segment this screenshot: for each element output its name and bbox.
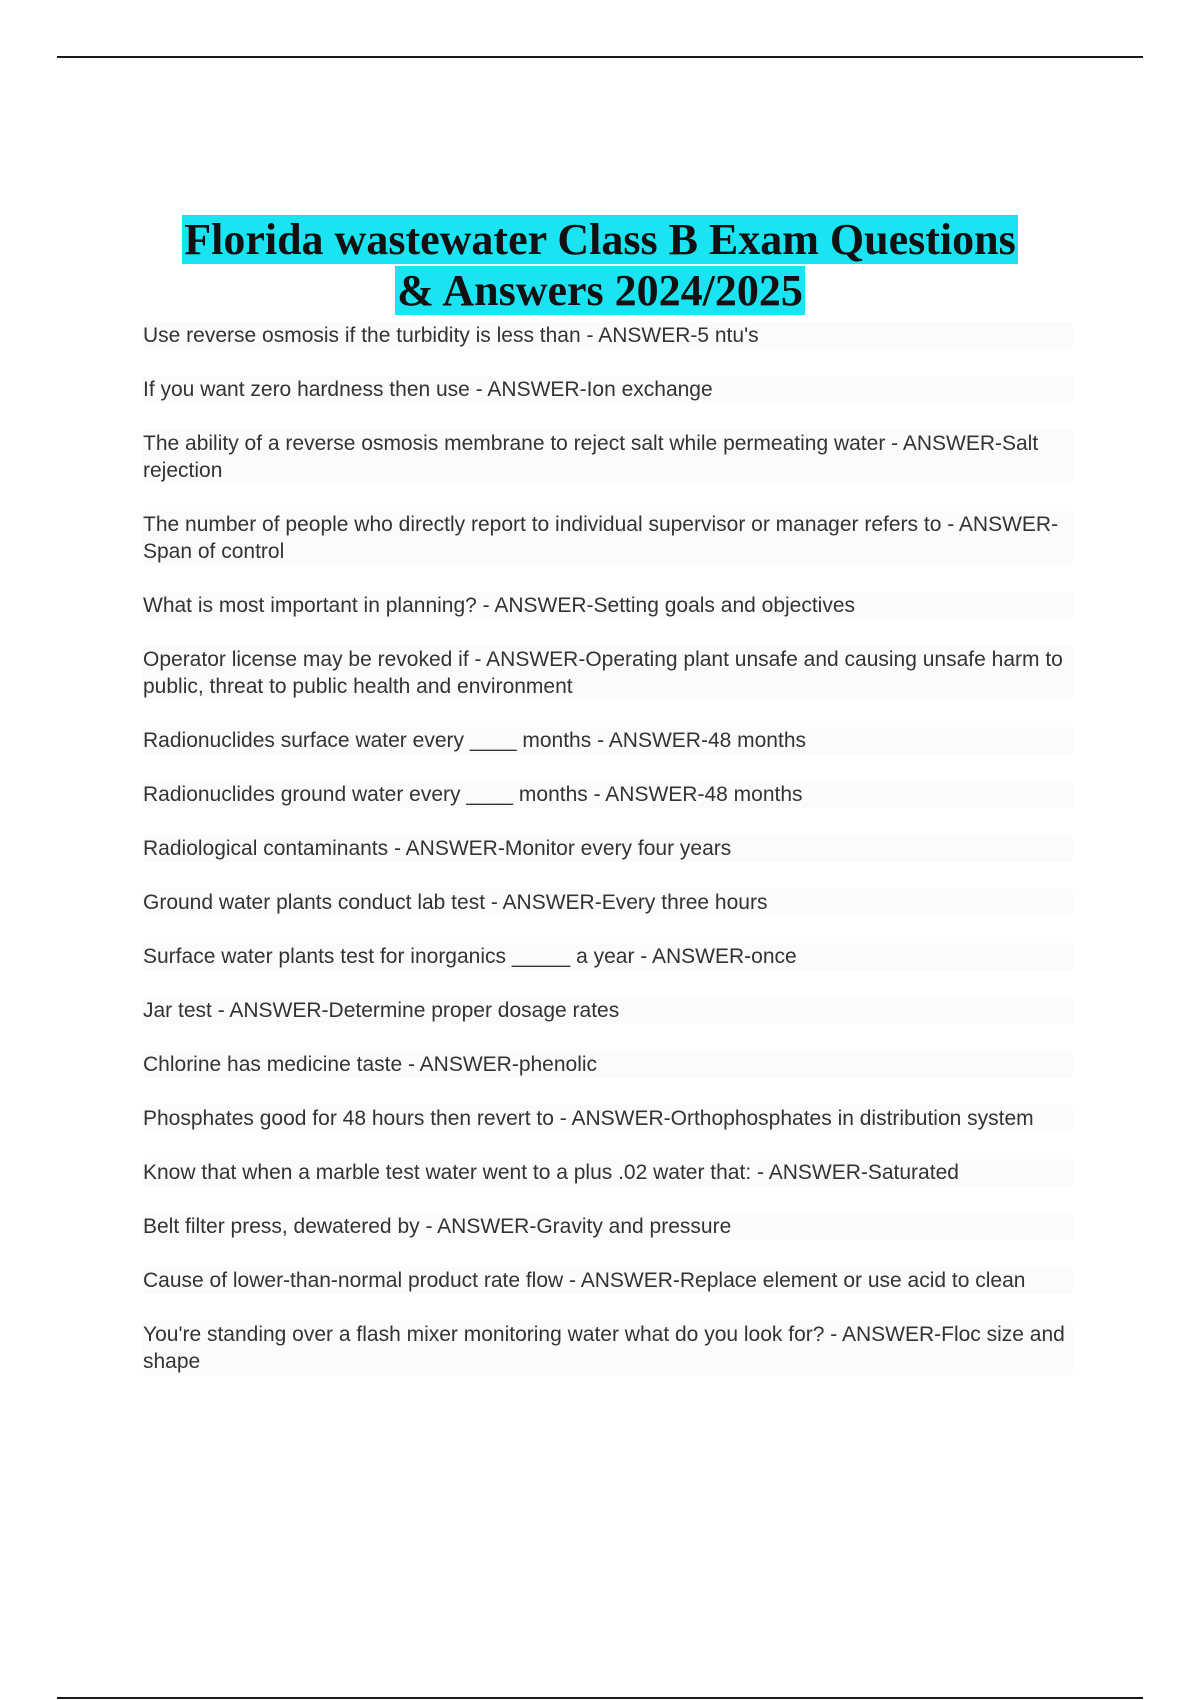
answer-marker: ANSWER- <box>768 1161 868 1184</box>
answer-marker: ANSWER- <box>598 324 698 347</box>
answer-marker: ANSWER- <box>608 729 708 752</box>
answer-marker: ANSWER- <box>605 783 705 806</box>
qa-item: If you want zero hardness then use - ANSWER-Ion exchange <box>143 376 1073 403</box>
qa-item: Radionuclides ground water every ____ months - ANSWER-48 months <box>143 781 1073 808</box>
answer-text: 5 ntu's <box>697 324 759 347</box>
qa-item: The ability of a reverse osmosis membrane to reject salt while permeating water - ANSWER-Salt rejection <box>143 430 1073 484</box>
answer-marker: ANSWER- <box>486 648 586 671</box>
answer-text: Monitor every four years <box>504 837 732 860</box>
answer-text: 48 months <box>704 783 803 806</box>
question-text: Radionuclides ground water every ____ months <box>143 783 588 806</box>
answer-text: Every three hours <box>601 891 768 914</box>
answer-marker: ANSWER- <box>841 1323 942 1346</box>
answer-text: Operating plant unsafe and causing unsafe harm to public, threat to public health and environment <box>143 648 1063 698</box>
qa-item: Cause of lower-than-normal product rate flow - ANSWER-Replace element or use acid to clean <box>143 1267 1073 1294</box>
answer-marker: ANSWER- <box>229 999 329 1022</box>
qa-item: What is most important in planning? - ANSWER-Setting goals and objectives <box>143 592 1073 619</box>
answer-text: Saturated <box>867 1161 959 1184</box>
answer-text: Salt rejection <box>143 432 1039 482</box>
answer-text: Gravity and pressure <box>536 1215 732 1238</box>
question-text: Radionuclides surface water every ____ months <box>143 729 592 752</box>
page-title-line-1: Florida wastewater Class B Exam Questions <box>184 215 1016 264</box>
answer-marker: ANSWER- <box>571 1107 671 1130</box>
qa-item: Radiological contaminants - ANSWER-Monitor every four years <box>143 835 1073 862</box>
qa-item: Jar test - ANSWER-Determine proper dosage rates <box>143 997 1073 1024</box>
question-text: Know that when a marble test water went to a plus .02 water that: <box>143 1161 752 1184</box>
page-title <box>0 214 1200 316</box>
question-text: Phosphates good for 48 hours then revert to <box>143 1107 554 1130</box>
answer-marker: ANSWER- <box>902 432 1002 455</box>
answer-text: Replace element or use acid to clean <box>679 1269 1026 1292</box>
qa-item: Radionuclides surface water every ____ months - ANSWER-48 months <box>143 727 1073 754</box>
answer-marker: ANSWER- <box>580 1269 680 1292</box>
answer-text: Determine proper dosage rates <box>328 999 620 1022</box>
answer-text: Floc size and shape <box>143 1323 1065 1373</box>
answer-marker: ANSWER- <box>502 891 602 914</box>
qa-item: Surface water plants test for inorganics _____ a year - ANSWER-once <box>143 943 1073 970</box>
qa-item: Use reverse osmosis if the turbidity is less than - ANSWER-5 ntu's <box>143 322 1073 349</box>
qa-item: Chlorine has medicine taste - ANSWER-phenolic <box>143 1051 1073 1078</box>
qa-item: Belt filter press, dewatered by - ANSWER-Gravity and pressure <box>143 1213 1073 1240</box>
answer-marker: ANSWER- <box>494 594 594 617</box>
question-text: Radiological contaminants <box>143 837 389 860</box>
question-text: Ground water plants conduct lab test <box>143 891 486 914</box>
answer-text: Setting goals and objectives <box>593 594 856 617</box>
page-title-line-2: & Answers 2024/2025 <box>397 266 803 315</box>
answer-text: 48 months <box>707 729 806 752</box>
question-text: Use reverse osmosis if the turbidity is less than <box>143 324 581 347</box>
qa-item: Operator license may be revoked if - ANSWER-Operating plant unsafe and causing unsafe harm to public, threat to public health and environment <box>143 646 1073 700</box>
answer-marker: ANSWER- <box>437 1215 537 1238</box>
top-divider <box>57 56 1143 58</box>
answer-marker: ANSWER- <box>405 837 505 860</box>
answer-text: Orthophosphates in distribution system <box>670 1107 1034 1130</box>
answer-marker: ANSWER- <box>651 945 752 968</box>
qa-item: You're standing over a flash mixer monitoring water what do you look for? - ANSWER-Floc size and shape <box>143 1321 1073 1375</box>
question-text: What is most important in planning? <box>143 594 477 617</box>
answer-text: Ion exchange <box>586 378 713 401</box>
question-text: Belt filter press, dewatered by <box>143 1215 420 1238</box>
qa-list <box>143 322 1073 1402</box>
question-text: You're standing over a flash mixer monitoring water what do you look for? <box>143 1323 825 1346</box>
answer-text: once <box>751 945 797 968</box>
question-text: Jar test <box>143 999 212 1022</box>
qa-item: Phosphates good for 48 hours then revert to - ANSWER-Orthophosphates in distribution system <box>143 1105 1073 1132</box>
question-text: Surface water plants test for inorganics _____ a year <box>143 945 635 968</box>
question-text: If you want zero hardness then use <box>143 378 470 401</box>
qa-item: Ground water plants conduct lab test - ANSWER-Every three hours <box>143 889 1073 916</box>
answer-text: Span of control <box>143 540 285 563</box>
question-text: The number of people who directly report to individual supervisor or manager refers to <box>143 513 942 536</box>
question-text: The ability of a reverse osmosis membrane to reject salt while permeating water <box>143 432 886 455</box>
qa-item: The number of people who directly report to individual supervisor or manager refers to - ANSWER-Span of control <box>143 511 1073 565</box>
question-text: Cause of lower-than-normal product rate flow <box>143 1269 564 1292</box>
bottom-divider <box>57 1697 1143 1699</box>
qa-item: Know that when a marble test water went to a plus .02 water that: - ANSWER-Saturated <box>143 1159 1073 1186</box>
answer-text: phenolic <box>518 1053 598 1076</box>
answer-marker: ANSWER- <box>419 1053 519 1076</box>
answer-marker: ANSWER- <box>487 378 587 401</box>
answer-marker: ANSWER- <box>958 513 1059 536</box>
question-text: Operator license may be revoked if <box>143 648 469 671</box>
question-text: Chlorine has medicine taste <box>143 1053 403 1076</box>
